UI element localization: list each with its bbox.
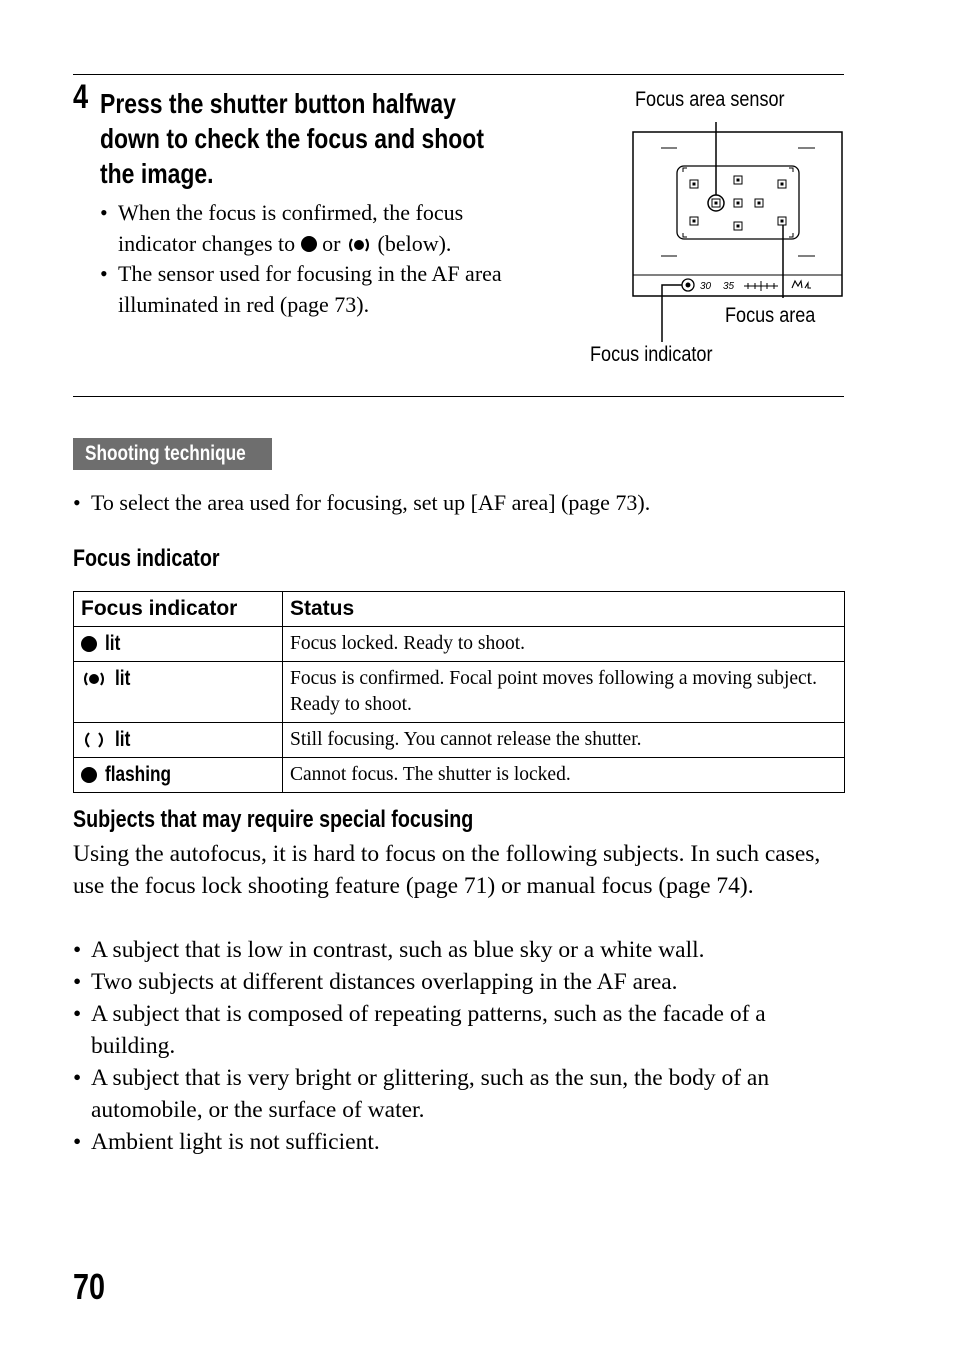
- table-cell-status: Still focusing. You cannot release the shutter.: [283, 723, 845, 758]
- table-header-cell: Status: [283, 592, 845, 627]
- focus-indicator-heading: Focus indicator: [73, 545, 220, 572]
- bullet-text-after: (below).: [377, 230, 452, 256]
- viewfinder-aperture-readout: 35: [723, 281, 735, 292]
- solid-dot-icon: [301, 236, 317, 252]
- subjects-heading: Subjects that may require special focusing: [73, 806, 474, 833]
- exposure-scale-icon: [744, 281, 778, 291]
- subjects-bullets: [73, 934, 843, 1158]
- indicator-state: flashing: [105, 763, 172, 786]
- list-item: • A subject that is very bright or glittering, such as the sun, the body of an automobile, or the surface of water.: [73, 1062, 843, 1126]
- dot-with-waves-icon: [346, 236, 372, 254]
- viewfinder-diagram: [588, 86, 848, 376]
- table-cell-status: Focus is confirmed. Focal point moves following a moving subject. Ready to shoot.: [283, 662, 845, 723]
- viewfinder-illustration: [588, 86, 848, 376]
- table-cell-indicator: [74, 723, 283, 758]
- focus-indicator-label: Focus indicator: [590, 343, 713, 366]
- flash-mode-icon: [792, 281, 811, 288]
- step-title-line: the image.: [100, 158, 214, 189]
- dot-with-waves-icon: [81, 670, 107, 688]
- table-cell-status: Cannot focus. The shutter is locked.: [283, 758, 845, 793]
- focus-area-label: Focus area: [725, 304, 816, 327]
- shooting-technique-label: Shooting technique: [85, 442, 246, 465]
- shooting-technique-badge: [73, 438, 272, 470]
- top-rule: [73, 74, 844, 75]
- step-number: 4: [73, 78, 89, 116]
- table-cell-indicator: [74, 627, 283, 662]
- list-item: • The sensor used for focusing in the AF area illuminated in red (page 73).: [100, 259, 510, 320]
- step-title: [100, 86, 620, 191]
- indicator-state: lit: [105, 632, 121, 655]
- table-cell-indicator: [74, 662, 283, 723]
- solid-dot-icon: [81, 636, 97, 652]
- bullet-text-before: When the focus is confirmed, the focus indicator changes to: [118, 200, 464, 256]
- table-header-row: [74, 592, 845, 627]
- table-row: [74, 662, 845, 723]
- focus-indicator-table: [73, 591, 845, 793]
- viewfinder-shutter-readout: 30: [700, 281, 712, 292]
- list-item: [100, 198, 510, 259]
- waves-icon: [81, 731, 107, 749]
- page-number: 70: [73, 1266, 106, 1307]
- solid-dot-icon: [81, 767, 97, 783]
- list-item: • A subject that is composed of repeating patterns, such as the facade of a building.: [73, 998, 843, 1062]
- indicator-state: lit: [115, 667, 131, 690]
- focus-area-sensor-label: Focus area sensor: [635, 88, 785, 111]
- table-header-cell: Focus indicator: [74, 592, 283, 627]
- table-cell-status: Focus locked. Ready to shoot.: [283, 627, 845, 662]
- table-row: [74, 627, 845, 662]
- subjects-intro: Using the autofocus, it is hard to focus on the following subjects. In such cases, use the focus lock shooting feature (page 71) or manual focus (page 74).: [73, 841, 821, 899]
- table-row: [74, 723, 845, 758]
- list-item: • Two subjects at different distances overlapping in the AF area.: [73, 966, 843, 998]
- list-item: • To select the area used for focusing, set up [AF area] (page 73).: [73, 488, 853, 519]
- bullet-text-or: or: [316, 230, 346, 256]
- section-rule: [73, 396, 844, 397]
- list-item: • Ambient light is not sufficient.: [73, 1126, 843, 1158]
- step-bullets: [100, 198, 510, 320]
- shooting-technique-bullets: [73, 488, 853, 519]
- table-cell-indicator: [74, 758, 283, 793]
- list-item: • A subject that is low in contrast, such as blue sky or a white wall.: [73, 934, 843, 966]
- step-title-line: Press the shutter button halfway: [100, 88, 456, 119]
- step-title-line: down to check the focus and shoot: [100, 123, 484, 154]
- table-row: [74, 758, 845, 793]
- indicator-state: lit: [115, 728, 131, 751]
